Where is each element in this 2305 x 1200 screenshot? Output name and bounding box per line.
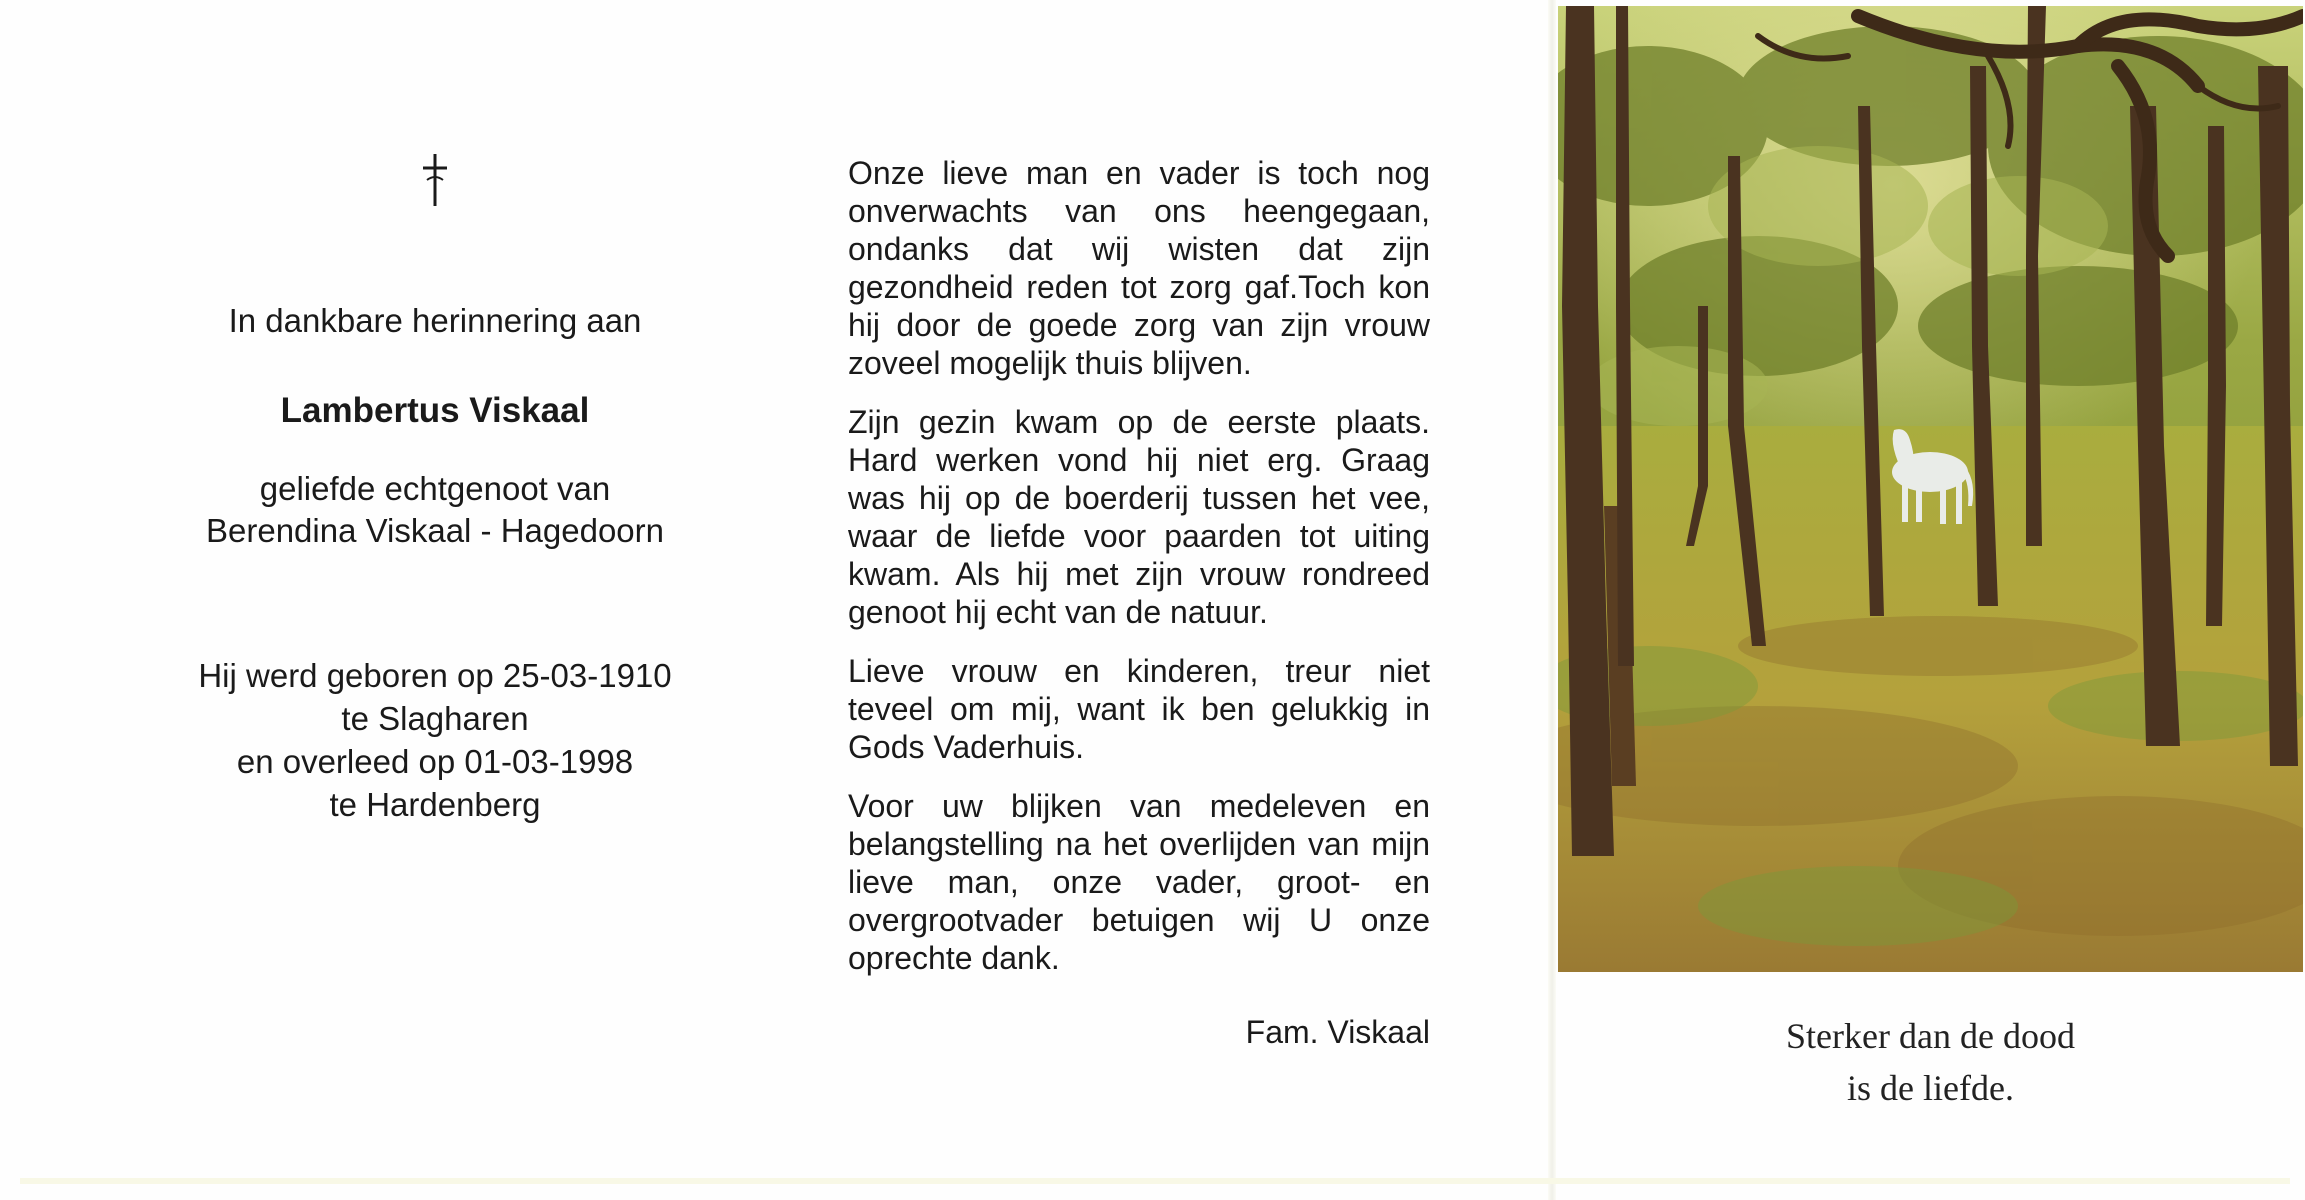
spouse-name: Berendina Viskaal - Hagedoorn [205,512,665,549]
death-date: en overleed op 01-03-1998 [236,743,634,780]
life-dates [30,654,840,826]
death-place: te Hardenberg [329,786,541,823]
cross-icon [415,150,455,210]
caption-line-1: Sterker dan de dood [1786,1016,2075,1056]
fold-line [1548,0,1556,1200]
deceased-name: Lambertus Viskaal [280,391,590,430]
paragraph-2: Zijn gezin kwam op de eerste plaats. Hard werken vond hij niet erg. Graag was hij op de boerderij tussen het vee, waar de liefde voor paarden tot uiting kwam. Als hij met zijn vrouw rondreed genoot hij echt van de natuur. [848,404,1430,630]
forest-photo [1558,6,2303,972]
paragraph-4: Voor uw blijken van medeleven en belangstelling na het overlijden van mijn lieve man, onze vader, groot- en overgrootvader betuigen wij U onze oprechte dank. [848,788,1430,976]
forest-illustration [1558,6,2303,972]
paragraph-3: Lieve vrouw en kinderen, treur niet teveel om mij, want ik ben gelukkig in Gods Vaderhuis. [848,653,1430,765]
bottom-edge [20,1178,2290,1184]
spouse-label: geliefde echtgenoot van [259,470,611,507]
birth-place: te Slagharen [341,700,529,737]
middle-panel [848,154,1430,1051]
left-panel [30,150,840,826]
intro-text: In dankbare herinnering aan [228,302,642,339]
birth-date: Hij werd geboren op 25-03-1910 [198,657,672,694]
caption [1558,1010,2303,1114]
signature: Fam. Viskaal [1245,1014,1430,1050]
paragraph-1: Onze lieve man en vader is toch nog onverwachts van ons heengegaan, ondanks dat wij wisten dat zijn gezondheid reden tot zorg gaf.Toch kon hij door de goede zorg van zijn vrouw zoveel mogelijk thuis blijven. [848,155,1430,381]
caption-line-2: is de liefde. [1847,1068,2014,1108]
